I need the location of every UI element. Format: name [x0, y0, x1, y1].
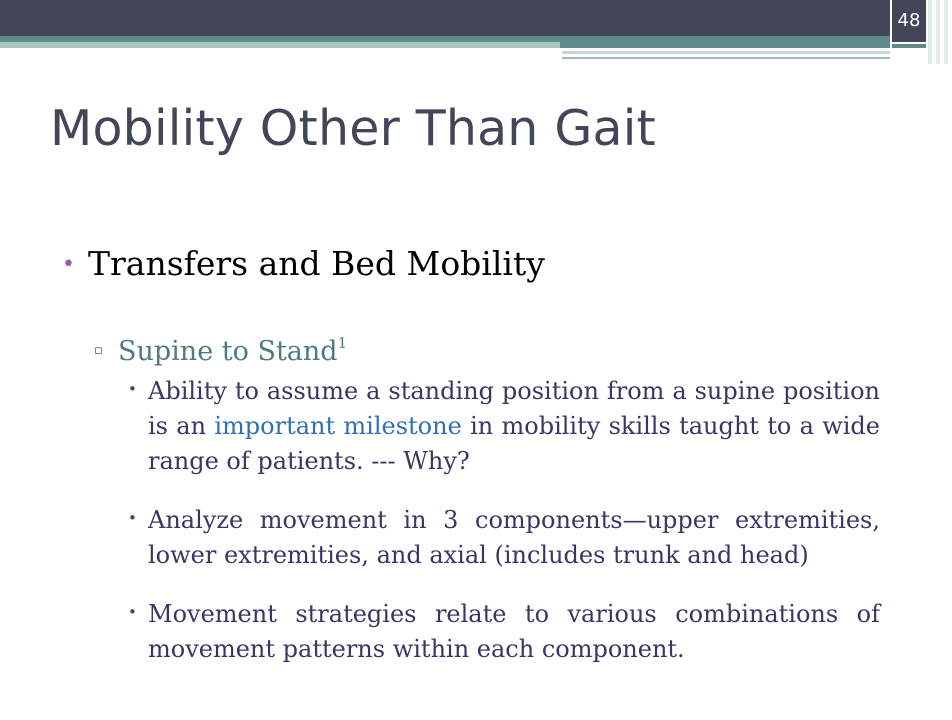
bullet-level3	[128, 503, 880, 573]
bullet-level1-label: Transfers and Bed Mobility	[88, 244, 545, 283]
bullet-level2	[94, 334, 347, 367]
bullet-level3-text	[148, 374, 880, 479]
bullet-level2-text: Supine to Stand	[118, 336, 338, 367]
header-pattern-strip	[928, 0, 952, 64]
bullet-dot-icon: •	[62, 252, 75, 277]
bullet-text-part: in mobility skills taught to a wide range of patients. --- Why?	[148, 412, 881, 475]
header-bar-dark	[0, 0, 890, 36]
header-accent-line	[562, 51, 890, 54]
bullet-level2-label	[118, 334, 347, 367]
bullet-small-dot-icon: •	[128, 603, 137, 621]
bullet-level3-text: Movement strategies relate to various combinations of movement patterns within each component.	[148, 600, 880, 663]
page-number-underline	[892, 44, 926, 48]
header-bar-light	[0, 42, 560, 48]
footnote-marker: 1	[337, 334, 348, 352]
bullet-small-dot-icon: •	[128, 509, 137, 527]
page-number: 48	[892, 0, 926, 42]
bullet-text-part: Ability to assume a standing position from a supine position is an	[148, 377, 880, 440]
slide-title: Mobility Other Than Gait	[50, 100, 656, 157]
bullet-level3	[128, 597, 880, 667]
bullet-level3	[128, 374, 880, 479]
bullet-small-dot-icon: •	[128, 380, 137, 398]
bullet-square-icon: ▫	[94, 343, 103, 358]
highlighted-phrase: important milestone	[214, 412, 462, 440]
bullet-level3-text: Analyze movement in 3 components—upper extremities, lower extremities, and axial (includes trunk and head)	[148, 506, 880, 569]
bullet-level1	[62, 244, 545, 283]
header-accent-line	[562, 57, 890, 59]
